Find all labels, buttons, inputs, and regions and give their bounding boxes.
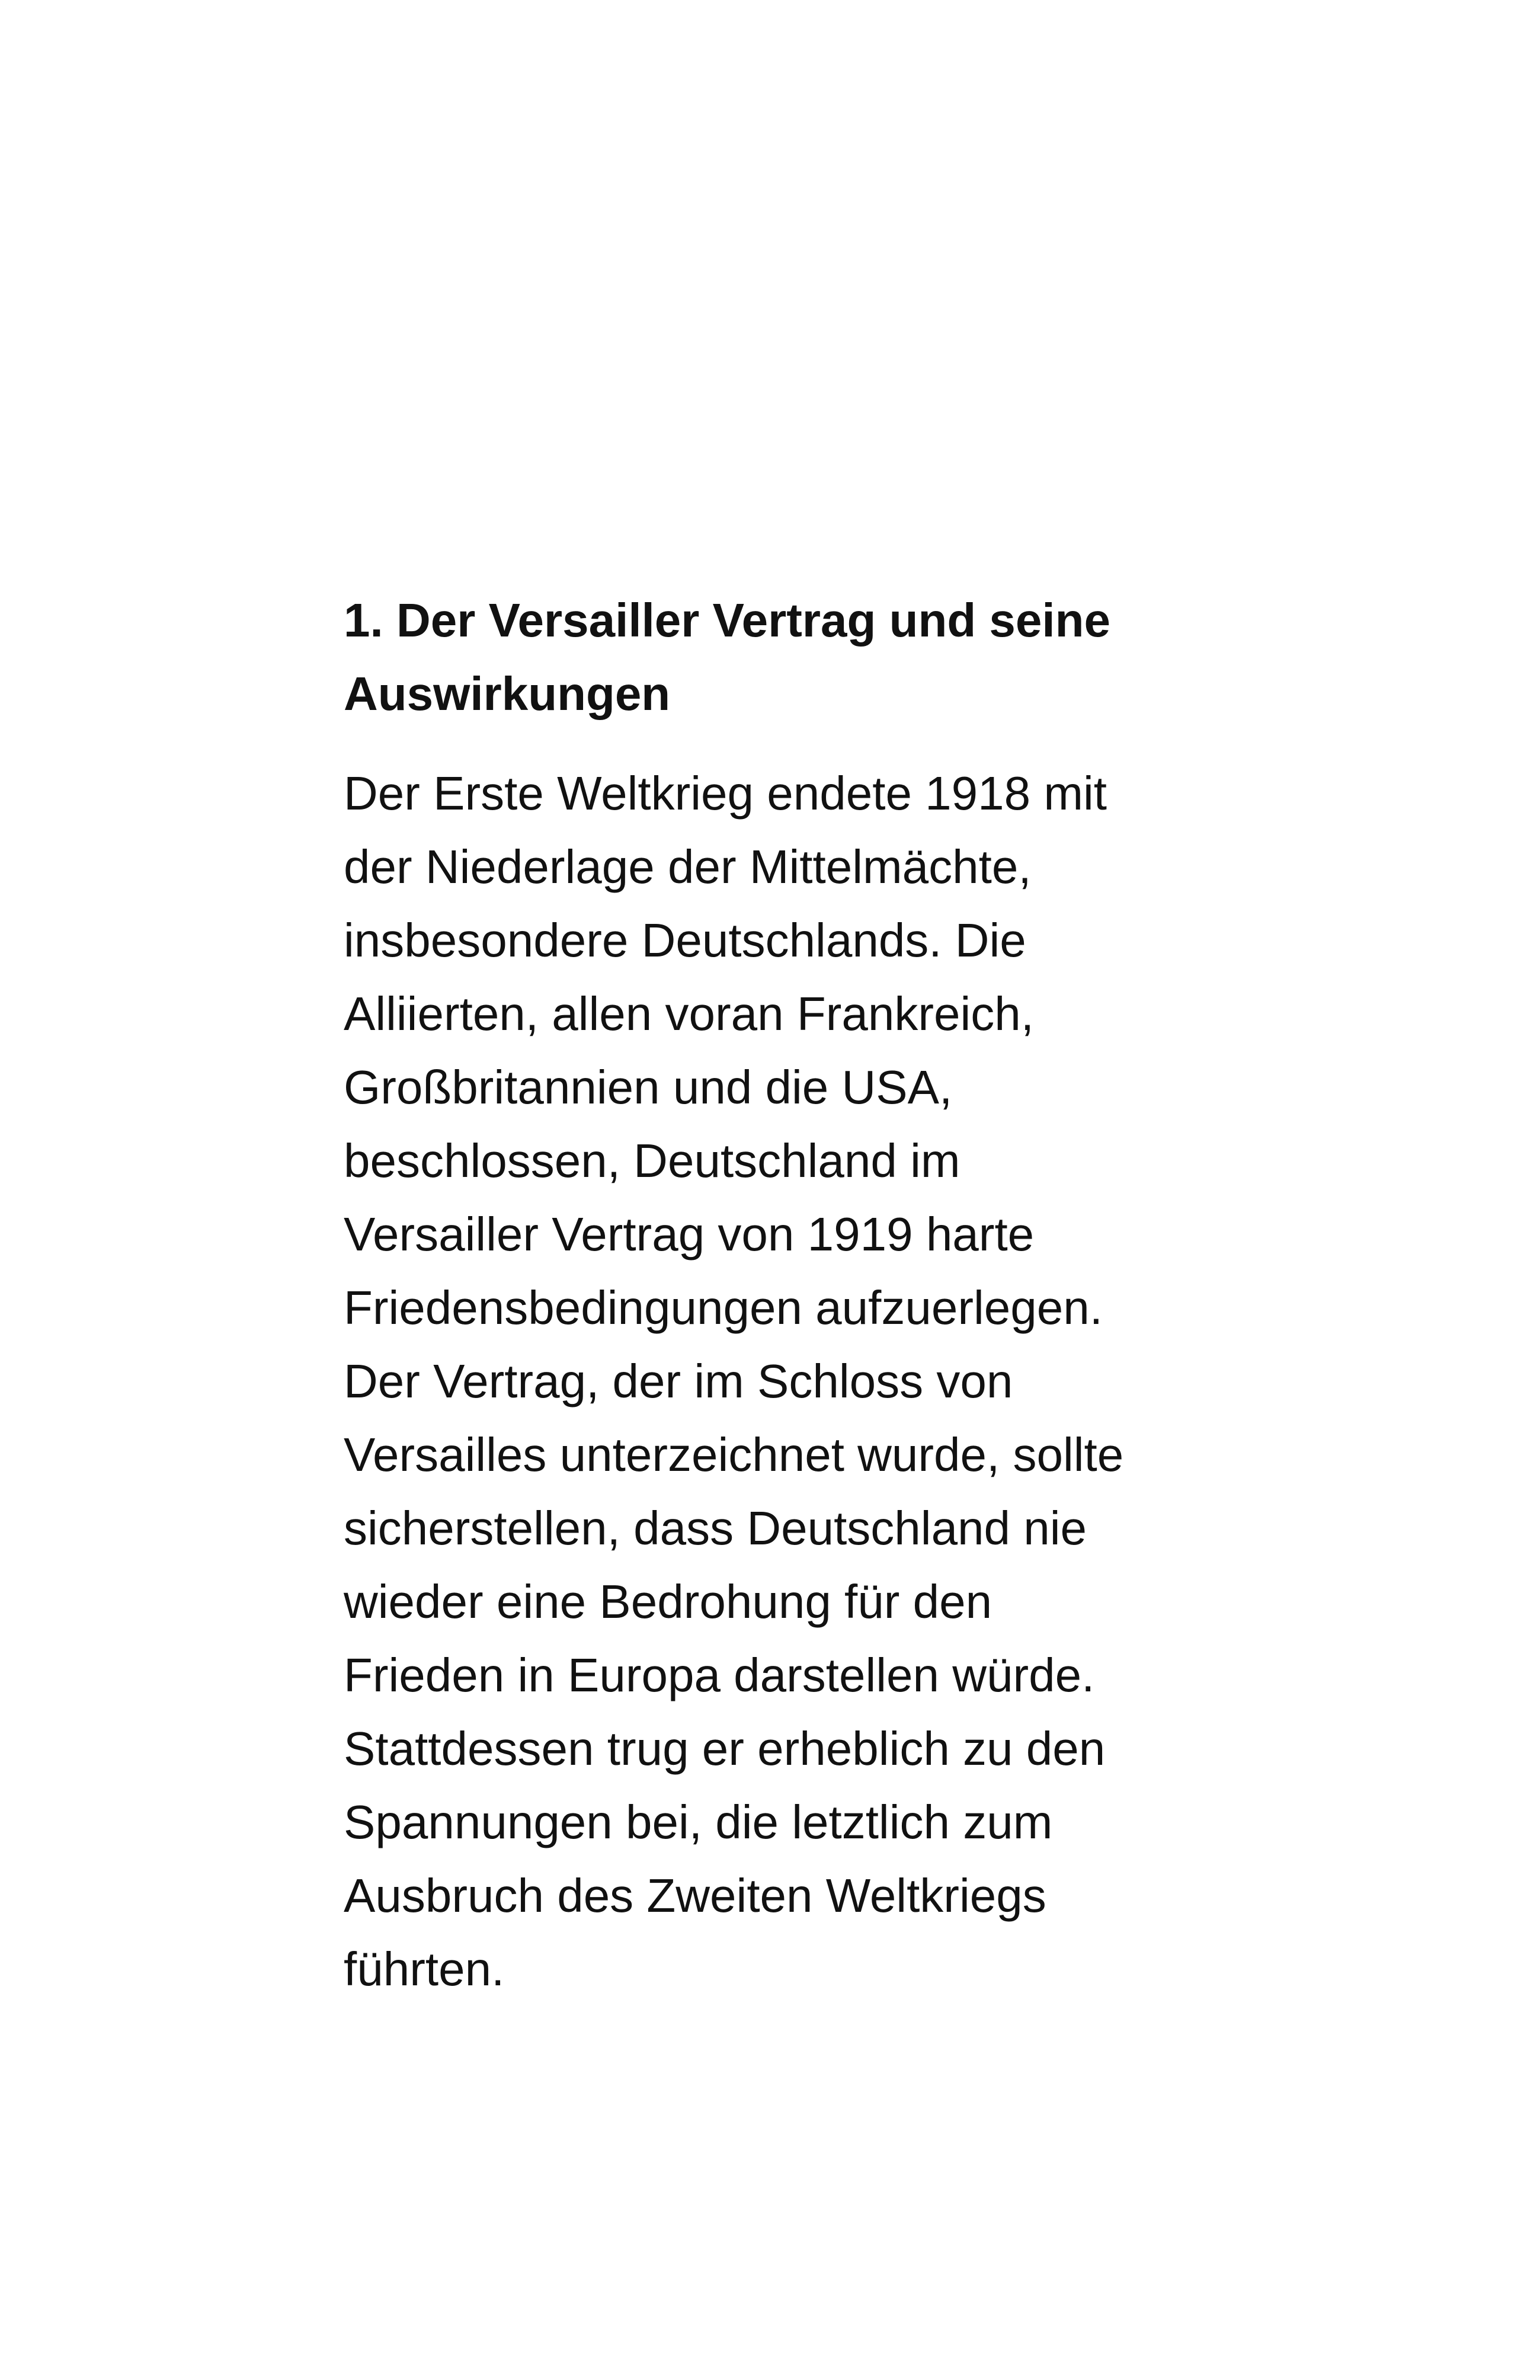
paragraph-line: Stattdessen trug er erheblich zu den [344,1722,1106,1775]
paragraph-line: insbesondere Deutschlands. Die [344,914,1026,967]
section-heading-line: Auswirkungen [344,667,671,720]
paragraph-line: Spannungen bei, die letztlich zum [344,1796,1053,1848]
paragraph-line: der Niederlage der Mittelmächte, [344,840,1032,893]
document-content [344,584,1209,2006]
paragraph-line: Großbritannien und die USA, [344,1061,953,1114]
paragraph-line: Versailler Vertrag von 1919 harte [344,1208,1035,1261]
paragraph-line: sicherstellen, dass Deutschland nie [344,1502,1087,1554]
paragraph-line: wieder eine Bedrohung für den [344,1575,992,1628]
paragraph-line: Friedensbedingungen aufzuerlegen. [344,1281,1103,1334]
section-heading-line: 1. Der Versailler Vertrag und seine [344,594,1110,647]
paragraph-line: Ausbruch des Zweiten Weltkriegs [344,1869,1046,1922]
paragraph-line: Alliierten, allen voran Frankreich, [344,987,1034,1040]
paragraph-line: beschlossen, Deutschland im [344,1134,961,1187]
body-paragraph [344,757,1209,2006]
paragraph-line: Versailles unterzeichnet wurde, sollte [344,1428,1124,1481]
paragraph-line: führten. [344,1943,505,1995]
paragraph-line: Der Erste Weltkrieg endete 1918 mit [344,767,1107,820]
paragraph-line: Der Vertrag, der im Schloss von [344,1355,1013,1407]
paragraph-line: Frieden in Europa darstellen würde. [344,1649,1095,1701]
section-heading [344,584,1209,731]
